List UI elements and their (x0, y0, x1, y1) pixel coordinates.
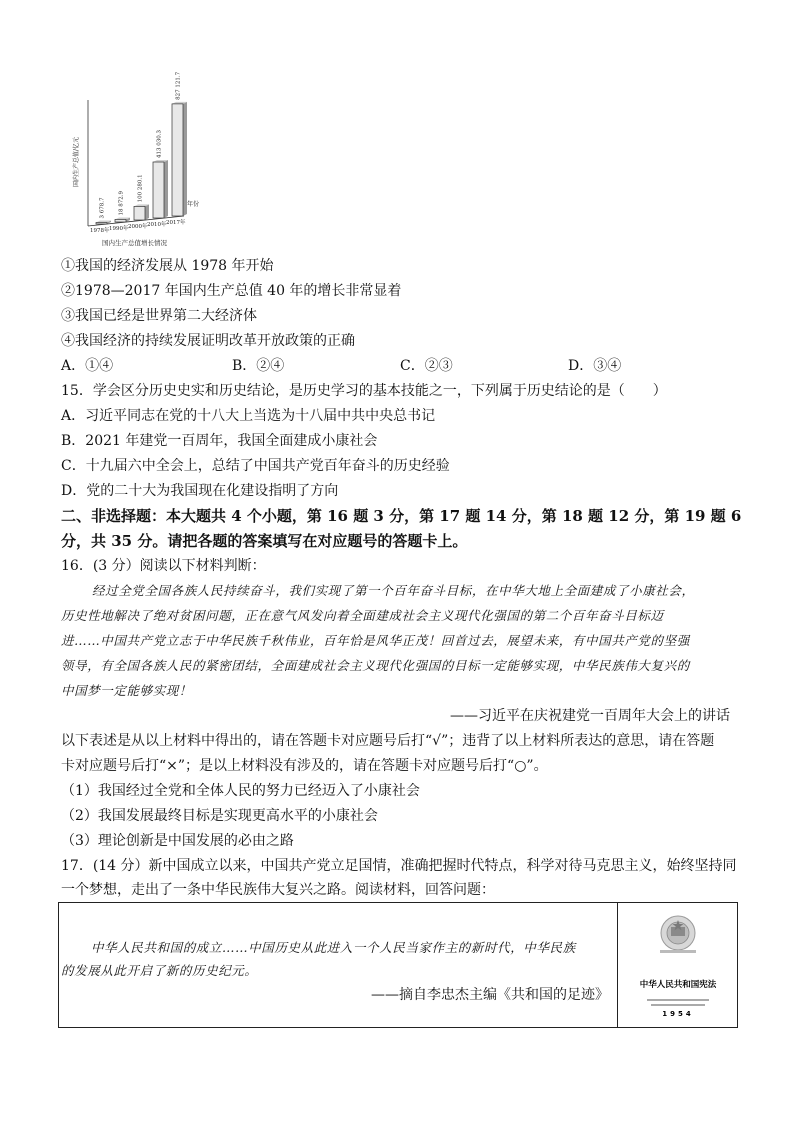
q16-material-line4: 领导，有全国各族人民的紧密团结，全面建成社会主义现代化强国的目标一定能够实现，中华民族伟大复兴的 (61, 658, 690, 673)
q16-instruction-line1: 以下表述是从以上材料中得出的，请在答题卡对应题号后打“√”；违背了以上材料所表达的意思，请在答题 (61, 733, 715, 749)
x-tick-label: 2010年 (147, 222, 167, 228)
national-emblem-icon (619, 903, 737, 1027)
q15-option-c: C．十九届六中全会上，总结了中国共产党百年奋斗的历史经验 (61, 458, 450, 474)
chart-title: 国内生产总值增长情况 (102, 239, 167, 247)
q16-item-2: （2）我国发展最终目标是实现更高水平的小康社会 (61, 808, 378, 824)
constitution-cover-image (619, 903, 737, 1027)
cover-title: 中华人民共和国宪法 (639, 980, 717, 990)
q16-item-3: （3）理论创新是中国发展的必由之路 (61, 833, 294, 849)
q15-stem: 15．学会区分历史史实和历史结论，是历史学习的基本技能之一，下列属于历史结论的是（ ） (61, 383, 667, 399)
q17-material-text (59, 903, 618, 1027)
q14-option-b: B．②④ (232, 358, 285, 374)
q16-item-1: （1）我国经过全党和全体人民的努力已经迈入了小康社会 (61, 783, 420, 799)
q14-statement-1: ①我国的经济发展从 1978 年开始 (61, 258, 274, 274)
q16-material-line2: 历史性地解决了绝对贫困问题，正在意气风发向着全面建成社会主义现代化强国的第二个百年奋斗目标迈 (61, 608, 664, 623)
bar (115, 219, 126, 222)
cover-year: 1954 (662, 1010, 694, 1018)
bar-side (145, 204, 149, 220)
gdp-growth-chart (66, 71, 200, 252)
x-tick-label: 1978年 (90, 228, 110, 234)
q17-material-line2: 的发展从此开启了新的历史纪元。 (61, 963, 258, 978)
q15-option-b: B．2021 年建党一百周年，我国全面建成小康社会 (61, 433, 378, 449)
q14-statement-2: ②1978—2017 年国内生产总值 40 年的增长非常显着 (61, 283, 402, 299)
bar (96, 223, 107, 225)
q16-instruction-line2: 卡对应题号后打“×”；是以上材料没有涉及的，请在答题卡对应题号后打“○”。 (61, 758, 548, 774)
q17-source: ——摘自李忠杰主编《共和国的足迹》 (371, 987, 609, 1003)
bar-side (164, 160, 168, 218)
q17-stem-line2: 一个梦想，走出了一条中华民族伟大复兴之路。阅读材料，回答问题： (61, 882, 495, 898)
q16-stem: 16．(3 分）阅读以下材料判断： (61, 558, 266, 574)
q17-material-box (58, 902, 738, 1028)
bar-value-label: 100 280.1 (137, 174, 144, 203)
q16-source: ——习近平在庆祝建党一百周年大会上的讲话 (450, 708, 730, 724)
y-axis-label: 国内生产总值/亿元 (73, 136, 80, 187)
q16-material-line1: 经过全党全国各族人民持续奋斗，我们实现了第一个百年奋斗目标，在中华大地上全面建成了小康社会， (92, 583, 695, 598)
q17-stem-line1: 17．(14 分）新中国成立以来，中国共产党立足国情，准确把握时代特点，科学对待马克思主义，始终坚持同 (61, 858, 737, 874)
section2-heading-line1: 二、非选择题：本大题共 4 个小题，第 16 题 3 分，第 17 题 14 分，第 18 题 12 分，第 19 题 6 (61, 507, 742, 525)
section2-heading-line2: 分，共 35 分。请把各题的答案填写在对应题号的答题卡上。 (61, 532, 468, 550)
q16-material-line3: 进……中国共产党立志于中华民族千秋伟业，百年恰是风华正茂！回首过去，展望未来，有中国共产党的坚强 (61, 633, 690, 648)
x-axis-label: 年份 (187, 201, 200, 208)
bar-value-label: 413 030.3 (156, 130, 163, 159)
q17-material-line1: 中华人民共和国的成立……中国历史从此进入一个人民当家作主的新时代，中华民族 (91, 940, 576, 955)
bar (134, 206, 145, 220)
bar-value-label: 3 678.7 (99, 197, 106, 219)
q15-option-a: A．习近平同志在党的十八大上当选为十八届中共中央总书记 (61, 408, 436, 424)
q14-option-a: A．①④ (61, 358, 114, 374)
q16-material-line5: 中国梦一定能够实现！ (61, 683, 193, 698)
bar-side (183, 102, 187, 216)
q14-option-d: D．③④ (568, 358, 622, 374)
bar (172, 104, 183, 216)
q15-option-d: D．党的二十大为我国现在化建设指明了方向 (61, 483, 339, 499)
bar-value-label: 827 121.7 (175, 71, 182, 100)
bar-value-label: 18 872.9 (118, 190, 125, 216)
q14-statement-3: ③我国已经是世界第二大经济体 (61, 308, 257, 324)
x-tick-label: 2000年 (128, 224, 148, 230)
x-tick-label: 1990年 (109, 226, 129, 232)
q14-option-c: C．②③ (400, 358, 453, 374)
bar (153, 162, 164, 218)
q14-statement-4: ④我国经济的持续发展证明改革开放政策的正确 (61, 333, 355, 349)
x-tick-label: 2017年 (166, 220, 186, 226)
